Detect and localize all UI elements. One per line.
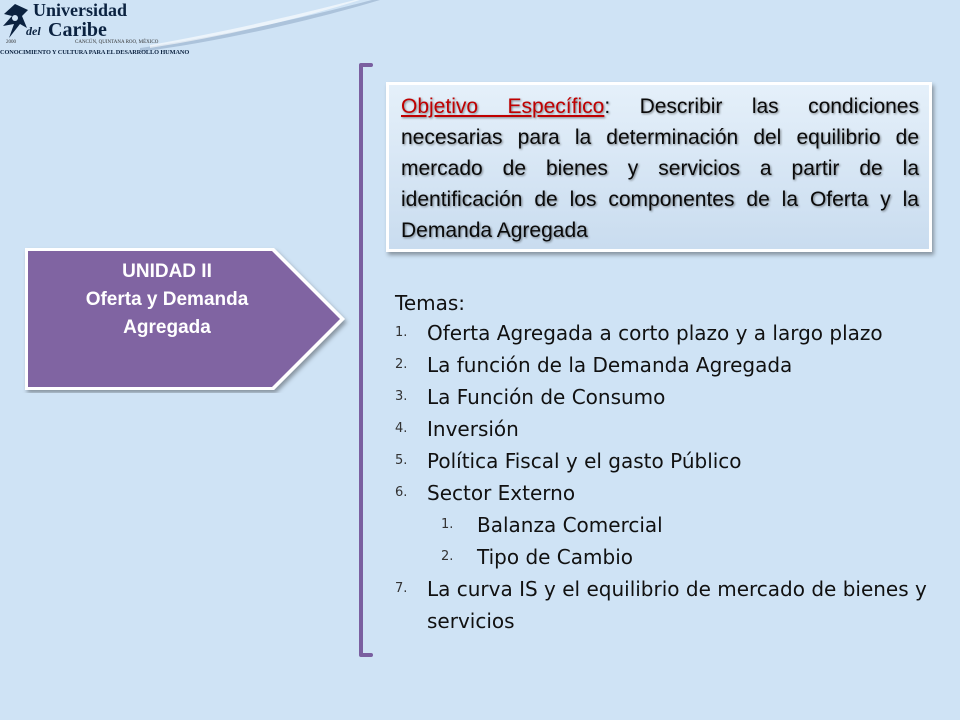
topic-item bbox=[395, 573, 950, 637]
topic-text: Oferta Agregada a corto plazo y a largo plazo bbox=[427, 321, 883, 345]
logo-tagline: CONOCIMIENTO Y CULTURA PARA EL DESARROLLO HUMANO bbox=[0, 49, 190, 56]
topic-number: 7. bbox=[395, 581, 408, 596]
topic-text: La Función de Consumo bbox=[427, 385, 666, 409]
objective-text bbox=[401, 91, 919, 246]
topic-number: 4. bbox=[395, 421, 408, 436]
topic-text: Inversión bbox=[427, 417, 519, 441]
topic-item bbox=[395, 381, 950, 413]
topic-item bbox=[395, 477, 950, 509]
logo-location-text: CANCÚN, QUINTANA ROO, MÉXICO bbox=[75, 40, 159, 45]
topic-number: 6. bbox=[395, 485, 408, 500]
objective-description: : Describir las condiciones necesarias para la determinación del equilibrio de mercado de bienes y servicios a partir de la identificación de los componentes de la Oferta y la Demanda Agregada bbox=[401, 95, 919, 242]
objective-box bbox=[386, 82, 932, 252]
topic-item bbox=[395, 349, 950, 381]
university-logo bbox=[0, 0, 400, 70]
topic-number: 2. bbox=[395, 357, 408, 372]
logo-caribe-text: Caribe bbox=[48, 19, 107, 41]
topic-item bbox=[395, 317, 950, 349]
topics-list bbox=[395, 289, 950, 637]
topic-number: 3. bbox=[395, 389, 408, 404]
subtopic-item bbox=[395, 509, 950, 541]
logo-university-text: Universidad bbox=[33, 0, 128, 20]
topic-text: La curva IS y el equilibrio de mercado de bienes y servicios bbox=[427, 577, 927, 633]
topic-number: 1. bbox=[395, 325, 408, 340]
topics-heading: Temas: bbox=[395, 291, 466, 315]
topic-item bbox=[395, 413, 950, 445]
unit-name-line1: Oferta y Demanda bbox=[85, 289, 249, 310]
subtopic-text: Tipo de Cambio bbox=[477, 545, 633, 569]
topic-text: Política Fiscal y el gasto Público bbox=[427, 449, 742, 473]
topic-number: 5. bbox=[395, 453, 408, 468]
left-bracket bbox=[357, 62, 373, 658]
topic-text: La función de la Demanda Agregada bbox=[427, 353, 793, 377]
objective-label: Objetivo Específico bbox=[401, 95, 605, 118]
subtopic-number: 2. bbox=[441, 549, 454, 564]
unit-number: UNIDAD II bbox=[122, 261, 212, 282]
unit-title bbox=[22, 258, 312, 342]
logo-year-text: 2000 bbox=[6, 40, 16, 45]
subtopic-number: 1. bbox=[441, 517, 454, 532]
unit-name-line2: Agregada bbox=[123, 317, 211, 338]
subtopic-text: Balanza Comercial bbox=[477, 513, 663, 537]
topic-item bbox=[395, 445, 950, 477]
topic-text: Sector Externo bbox=[427, 481, 576, 505]
subtopic-item bbox=[395, 541, 950, 573]
logo-del-text: del bbox=[26, 24, 41, 38]
